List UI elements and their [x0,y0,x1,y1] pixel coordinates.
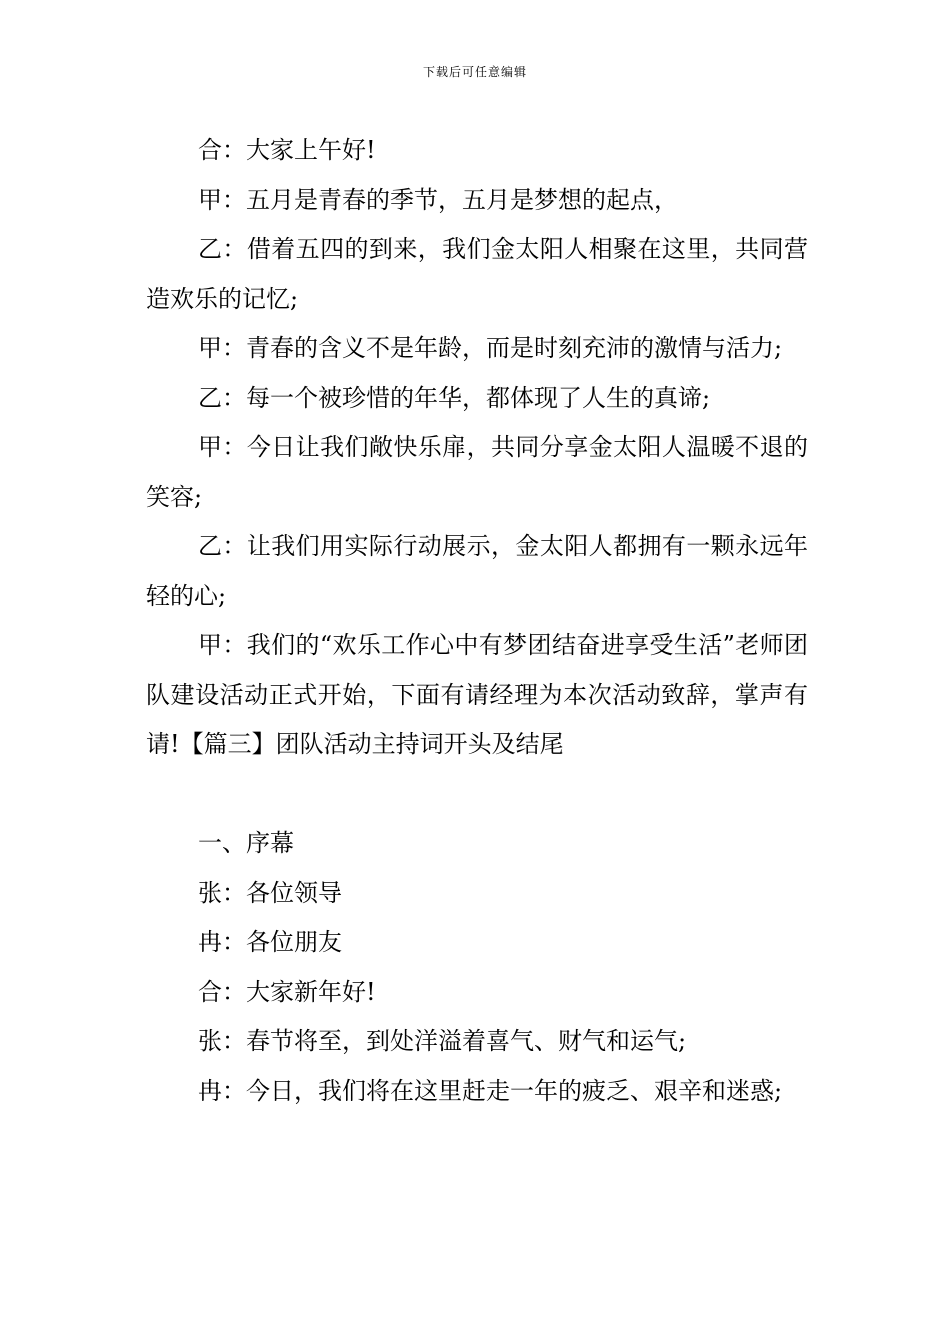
paragraph: 甲：我们的“欢乐工作心中有梦团结奋进享受生活”老师团队建设活动正式开始，下面有请经理为本次活动致辞，掌声有请!【篇三】团队活动主持词开头及结尾 [146,631,808,758]
document-body [146,126,808,1116]
page-header: 下载后可任意编辑 [422,65,527,79]
paragraph: 甲：今日让我们敞快乐扉，共同分享金太阳人温暖不退的笑容; [146,433,808,511]
paragraph: 合：大家新年好! [198,977,376,1006]
blank-line [146,770,808,820]
paragraph: 张：各位领导 [198,878,342,907]
paragraph: 冉：各位朋友 [198,928,342,956]
paragraph: 甲：青春的含义不是年龄，而是时刻充沛的激情与活力; [198,334,783,362]
paragraph: 乙：每一个被珍惜的年华，都体现了人生的真谛; [198,383,711,412]
paragraph: 甲：五月是青春的季节，五月是梦想的起点， [198,185,678,214]
paragraph: 乙：让我们用实际行动展示，金太阳人都拥有一颗永远年轻的心; [146,532,808,610]
paragraph: 张：春节将至，到处洋溢着喜气、财气和运气; [198,1027,687,1055]
paragraph: 冉：今日，我们将在这里赶走一年的疲乏、艰辛和迷惑; [198,1076,783,1105]
paragraph: 合：大家上午好! [198,136,376,164]
paragraph: 乙：借着五四的到来，我们金太阳人相聚在这里，共同营造欢乐的记忆; [146,235,808,313]
section-heading: 一、序幕 [198,829,294,857]
